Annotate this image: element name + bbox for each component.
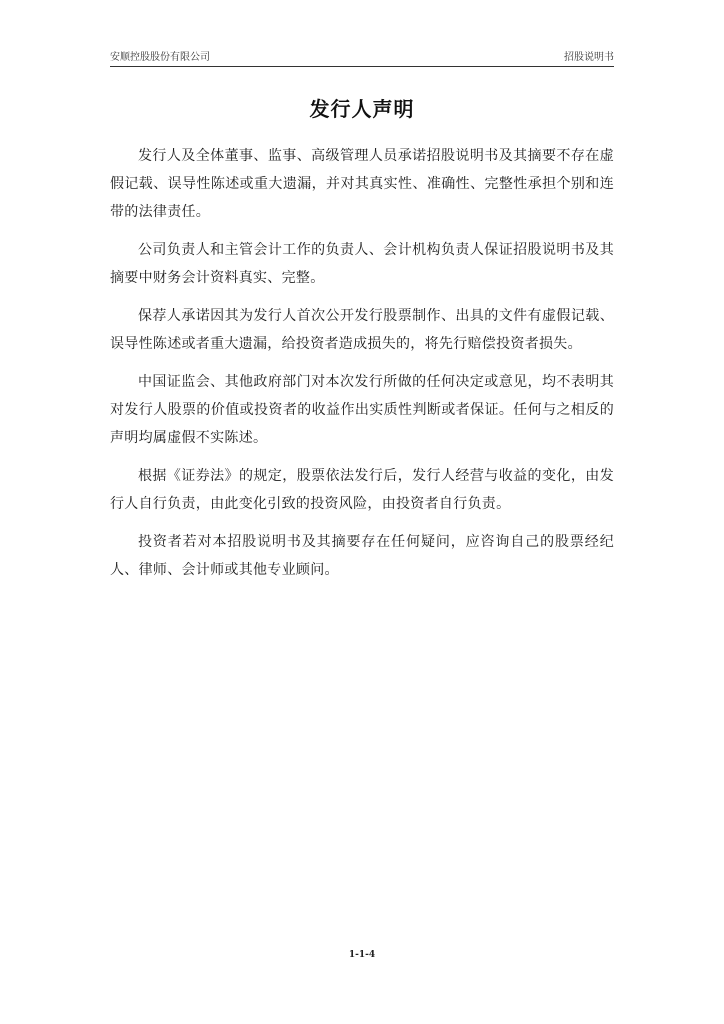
paragraph-issuer-commitment: 发行人及全体董事、监事、高级管理人员承诺招股说明书及其摘要不存在虚假记载、误导性陈述或重大遗漏，并对其真实性、准确性、完整性承担个别和连带的法律责任。 [110, 148, 614, 220]
header-company-name: 安顺控股股份有限公司 [110, 52, 210, 63]
page-header [110, 50, 614, 67]
paragraph-financial-guarantee: 公司负责人和主管会计工作的负责人、会计机构负责人保证招股说明书及其摘要中财务会计资料真实、完整。 [110, 242, 614, 286]
header-document-type: 招股说明书 [564, 52, 614, 63]
paragraph-securities-law: 根据《证券法》的规定，股票依法发行后，发行人经营与收益的变化，由发行人自行负责，由此变化引致的投资风险，由投资者自行负责。 [110, 468, 614, 512]
paragraph-sponsor-commitment: 保荐人承诺因其为发行人首次公开发行股票制作、出具的文件有虚假记载、误导性陈述或者重大遗漏，给投资者造成损失的，将先行赔偿投资者损失。 [110, 308, 614, 352]
paragraph-investor-advice: 投资者若对本招股说明书及其摘要存在任何疑问，应咨询自己的股票经纪人、律师、会计师或其他专业顾问。 [110, 534, 614, 578]
page-title: 发行人声明 [309, 97, 415, 121]
page-number: 1-1-4 [348, 950, 376, 960]
paragraph-csrc-disclaimer: 中国证监会、其他政府部门对本次发行所做的任何决定或意见，均不表明其对发行人股票的价值或投资者的收益作出实质性判断或者保证。任何与之相反的声明均属虚假不实陈述。 [110, 374, 614, 446]
declaration-body [110, 142, 614, 594]
